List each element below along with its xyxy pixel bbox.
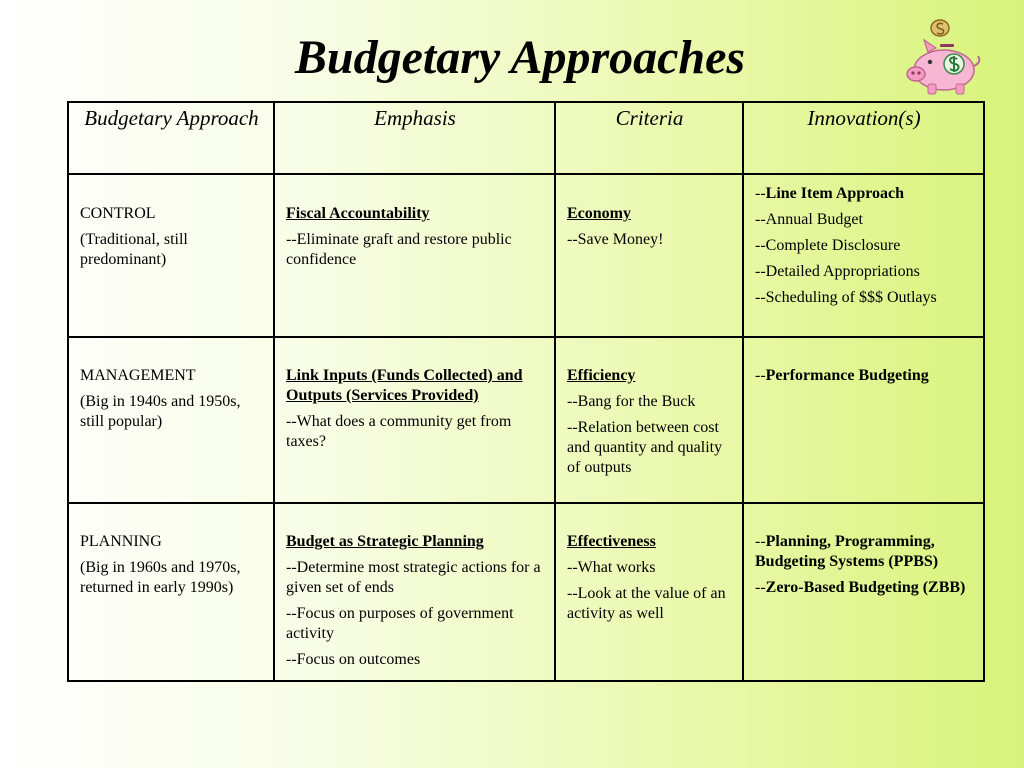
innovations-cell [743,337,984,503]
innovation-prefix: -- [755,185,766,202]
innovation-text: Line Item Approach [765,185,905,202]
budgetary-approaches-table [67,101,985,682]
criteria-title: Economy [567,205,631,222]
emphasis-title: Budget as Strategic Planning [286,533,484,550]
approach-name: MANAGEMENT [80,367,196,384]
emphasis-cell [274,337,555,503]
approach-cell [68,174,274,337]
innovations-cell [743,503,984,681]
criteria-cell [555,337,743,503]
table-row [68,174,984,337]
approach-name: PLANNING [80,533,162,550]
innovation-item [755,366,973,386]
emphasis-point: --Focus on purposes of government activity [286,605,514,642]
criteria-title: Effectiveness [567,533,656,550]
approach-cell [68,503,274,681]
innovation-item [755,532,973,572]
emphasis-point: --What does a community get from taxes? [286,413,512,450]
innovation-item: --Detailed Appropriations [755,263,920,280]
piggy-bank-icon [900,14,986,98]
innovation-item: --Scheduling of $$$ Outlays [755,289,937,306]
emphasis-title: Link Inputs (Funds Collected) and Outputs (Services Provided) [286,367,523,404]
criteria-cell [555,503,743,681]
innovation-text: Zero-Based Budgeting (ZBB) [765,579,966,596]
innovation-item: --Complete Disclosure [755,237,901,254]
emphasis-point: --Determine most strategic actions for a given set of ends [286,559,541,596]
criteria-point: --What works [567,559,656,576]
table-row [68,503,984,681]
innovation-text: Performance Budgeting [765,367,929,384]
criteria-point: --Bang for the Buck [567,393,696,410]
criteria-point: --Relation between cost and quantity and quality of outputs [567,419,723,476]
innovation-text: Planning, Programming, Budgeting Systems (PPBS) [755,533,939,570]
emphasis-cell [274,503,555,681]
page-title: Budgetary Approaches [294,31,746,84]
emphasis-cell [274,174,555,337]
innovation-prefix: -- [755,533,766,550]
innovations-cell [743,174,984,337]
header-innovations: Innovation(s) [743,102,984,174]
innovation-item [755,578,973,598]
header-criteria: Criteria [555,102,743,174]
emphasis-point: --Eliminate graft and restore public confidence [286,231,512,268]
approach-name: CONTROL [80,205,156,222]
innovation-item [755,184,973,204]
criteria-title: Efficiency [567,367,636,384]
criteria-cell [555,174,743,337]
innovation-prefix: -- [755,367,766,384]
emphasis-title: Fiscal Accountability [286,205,430,222]
approach-note: (Traditional, still predominant) [80,231,188,268]
header-emphasis: Emphasis [274,102,555,174]
innovation-item: --Annual Budget [755,211,863,228]
approach-note: (Big in 1960s and 1970s, returned in early 1990s) [80,559,241,596]
innovation-prefix: -- [755,579,766,596]
approach-note: (Big in 1940s and 1950s, still popular) [80,393,241,430]
criteria-point: --Look at the value of an activity as well [567,585,726,622]
table-row [68,337,984,503]
table-header-row [68,102,984,174]
criteria-point: --Save Money! [567,231,664,248]
emphasis-point: --Focus on outcomes [286,651,421,668]
header-approach: Budgetary Approach [68,102,274,174]
approach-cell [68,337,274,503]
